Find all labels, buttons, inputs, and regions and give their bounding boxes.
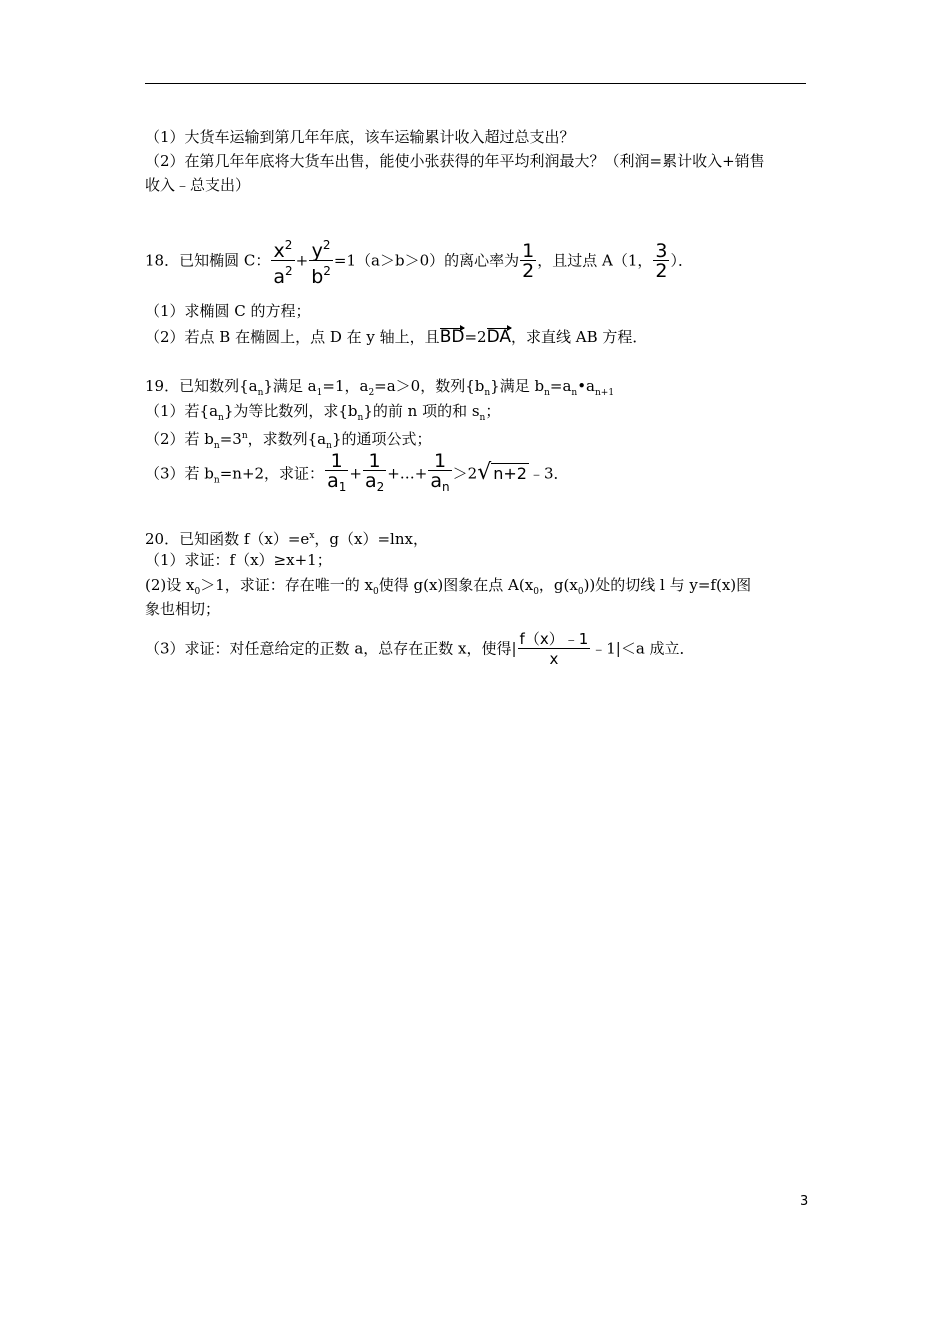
fraction-one-half: $\frac{1}{2}$ (522, 240, 535, 282)
problem-18-q2: （2）若点 B 在椭圆上，点 D 在 y 轴上，且BD=2DA，求直线 AB 方程． (145, 327, 648, 347)
problem-18-q1: （1）求椭圆 C 的方程； (145, 302, 311, 320)
fraction-1-over-an: $\frac{1}{a_n}$ (430, 450, 450, 494)
fraction-1-over-a1: $\frac{1}{a_1}$ (327, 450, 347, 494)
fraction-x2-a2: $\frac{x^2}{a^2}$ (273, 238, 293, 288)
header-rule (145, 83, 806, 84)
problem-19-statement: 19．已知数列$\{a_n\}$满足 $a_1=1$，$a_2=a>0$，数列$\{b_n\}$满足 $b_n=a_n•a_{n+1}$ (145, 377, 615, 398)
problem-18-mid: =1（a＞b＞0）的离心率为 (333, 251, 520, 270)
prev-q2-line1: （2）在第几年年底将大货车出售，能使小张获得的年平均利润最大？（利润=累计收入+销售 (145, 152, 765, 170)
page-number: 3 (800, 1194, 809, 1209)
plus-sign: + (295, 251, 309, 270)
problem-18-statement (145, 236, 693, 287)
square-root: √ n+2 (477, 459, 527, 485)
problem-20-statement: 20．已知函数 $f(x)=e^x$，g（x）=lnx， (145, 530, 428, 548)
problem-18-mid2: ，且过点 A（1， (537, 251, 653, 270)
vector-da: DA (486, 327, 511, 347)
vector-bd: BD (439, 327, 465, 347)
fraction-three-halves: $\frac{3}{2}$ (655, 240, 668, 282)
problem-20-q1: （1）求证：f（x）≥x+1； (145, 551, 332, 569)
fraction-fx-minus-1-over-x: $\frac{f(x)﹣1}{x}$ (519, 630, 589, 668)
problem-19-q2: （2）若 $b_n=3^n$，求数列$\{a_n\}$的通项公式； (145, 430, 432, 451)
problem-19-q3: （3）若 $b_n=n+2$，求证： $\frac{1}{a_1}$ + $\frac{1}{a_2}$ +…+ $\frac{1}{a_n}$ ＞2√ n+2 ﹣3． (145, 452, 569, 497)
prev-q1: （1）大货车运输到第几年年底，该车运输累计收入超过总支出？ (145, 128, 575, 146)
prev-q2-line2: 收入﹣总支出） (145, 176, 251, 194)
problem-20-q3: （3）求证：对任意给定的正数 a，总存在正数 x，使得| $\frac{f(x)﹣1}{x}$ ﹣1|＜a 成立． (145, 630, 695, 668)
problem-18-tail: ）． (670, 251, 693, 270)
problem-20-q2-line2: 象也相切； (145, 600, 221, 618)
fraction-1-over-a2: $\frac{1}{a_2}$ (364, 450, 385, 494)
problem-19-q1: （1）若$\{a_n\}$为等比数列，求$\{b_n\}$的前 n 项的和 $s_n$； (145, 402, 501, 423)
fraction-y2-b2: $\frac{y^2}{b^2}$ (311, 238, 331, 288)
problem-20-q2-line1: (2)设 $x_0>1$，求证：存在唯一的 $x_0$使得 g(x)图象在点 $A(x_0$，$g(x_0)$)处的切线 l 与 y=f(x)图 (145, 576, 752, 597)
problem-18-lead: 18．已知椭圆 C： (145, 251, 271, 270)
